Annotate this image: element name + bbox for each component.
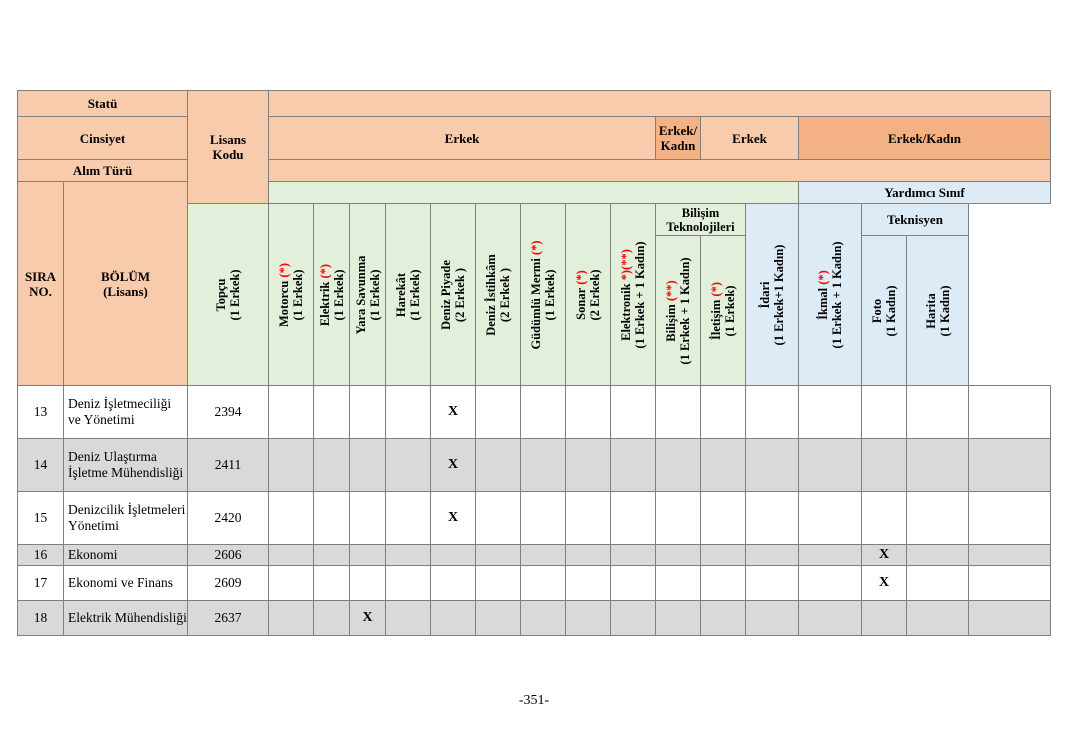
col-sub: (1 Erkek) (723, 284, 737, 337)
col-mark: (*) (574, 269, 588, 285)
mark-cell (386, 492, 431, 545)
col-mark: (**) (664, 279, 678, 301)
mark-cell (701, 601, 746, 636)
col-sub: (1 Erkek) (367, 268, 382, 321)
col-name: Foto (870, 298, 884, 323)
mark-cell (521, 601, 566, 636)
mark-cell (969, 386, 1051, 439)
erkek-group: Erkek (269, 117, 656, 160)
mark-cell (799, 601, 862, 636)
mark-cell (656, 601, 701, 636)
mark-cell (799, 386, 862, 439)
col-sub: (1 Erkek+1 Kadın) (772, 244, 786, 345)
mark-cell (269, 601, 314, 636)
mark-cell (969, 566, 1051, 601)
mark-cell (969, 492, 1051, 545)
col-name: Sonar (574, 287, 588, 320)
mark-cell (386, 545, 431, 566)
col-harekat (386, 204, 431, 386)
mark-cell (746, 439, 799, 492)
col-idari (746, 204, 799, 386)
mark-cell (431, 566, 476, 601)
mark-cell (799, 439, 862, 492)
col-mark: (*) (816, 269, 830, 285)
mark-cell: X (431, 492, 476, 545)
mark-cell (746, 566, 799, 601)
mark-cell (521, 439, 566, 492)
col-sub: (1 Erkek) (228, 268, 242, 321)
col-sub: (2 Erkek ) (498, 267, 512, 322)
bolum-label: BÖLÜM (100, 268, 151, 284)
mark-cell (386, 601, 431, 636)
col-iletisim (701, 236, 746, 386)
mark-cell (566, 439, 611, 492)
mark-cell (656, 386, 701, 439)
mark-cell (566, 492, 611, 545)
col-sub: (1 Erkek) (408, 268, 422, 321)
mark-cell (476, 545, 521, 566)
col-sub: (1 Erkek + 1 Kadın) (633, 240, 647, 349)
col-name: Topçu (214, 278, 228, 311)
table-row (18, 545, 1051, 566)
mark-cell (969, 439, 1051, 492)
mark-cell (611, 545, 656, 566)
col-mark: (*) (709, 281, 723, 297)
lisans-kodu-label: Lisans Kodu (209, 132, 247, 162)
table-row (18, 566, 1051, 601)
erkek-group-2: Erkek (701, 117, 799, 160)
mark-cell (386, 386, 431, 439)
mark-cell (566, 601, 611, 636)
mark-cell (314, 492, 350, 545)
quota-table (17, 90, 1051, 636)
mark-cell (269, 386, 314, 439)
mark-cell (656, 545, 701, 566)
kod-cell: 2394 (188, 386, 269, 439)
col-foto (862, 236, 907, 386)
kod-cell: 2606 (188, 545, 269, 566)
mark-cell (701, 439, 746, 492)
mark-cell (746, 601, 799, 636)
erkek-kadin-narrow-label: Erkek/ Kadın (658, 123, 698, 153)
col-name: Deniz İstihkâm (484, 253, 498, 336)
mark-cell (907, 492, 969, 545)
mark-cell (969, 545, 1051, 566)
col-sub: (1 Erkek) (543, 268, 557, 321)
mark-cell (269, 566, 314, 601)
mark-cell (611, 439, 656, 492)
mark-cell: X (431, 386, 476, 439)
bolum-cell: Elektrik Mühendisliği (64, 601, 188, 636)
mark-cell (746, 545, 799, 566)
cinsiyet-label: Cinsiyet (18, 117, 188, 160)
col-bilisim (656, 236, 701, 386)
mark-cell (566, 545, 611, 566)
bolum-cell: Deniz Ulaştırma İşletme Mühendisliği (64, 439, 188, 492)
col-name: Harita (923, 292, 938, 329)
col-deniz-istihkam (476, 204, 521, 386)
sira-cell: 17 (18, 566, 64, 601)
mark-cell (521, 566, 566, 601)
lisans-kodu-header (188, 91, 269, 204)
mark-cell (521, 492, 566, 545)
kod-cell: 2609 (188, 566, 269, 601)
col-mark: (*) (277, 262, 291, 278)
sira-cell: 15 (18, 492, 64, 545)
sira-cell: 18 (18, 601, 64, 636)
bolum-sub-label: (Lisans) (103, 283, 148, 299)
col-deniz-piyade (431, 204, 476, 386)
mark-cell (701, 492, 746, 545)
mark-cell (521, 386, 566, 439)
mark-cell (476, 492, 521, 545)
col-name: Elektrik (317, 281, 332, 326)
kod-cell: 2637 (188, 601, 269, 636)
col-name: Bilişim (664, 303, 678, 342)
sira-no-label: SIRA NO. (24, 268, 57, 299)
mark-cell (611, 566, 656, 601)
mark-cell (611, 601, 656, 636)
table-row (18, 386, 1051, 439)
col-ikmal (799, 204, 862, 386)
col-name: Motorcu (277, 280, 291, 327)
col-sub: (2 Erkek) (588, 268, 602, 321)
col-sub: (1 Erkek) (291, 268, 305, 321)
col-name: Elektronik (619, 282, 633, 341)
mark-cell (862, 492, 907, 545)
col-sub: (1 Erkek) (331, 268, 346, 321)
page-number: -351- (518, 693, 550, 708)
col-name: Deniz Piyade (439, 259, 453, 330)
mark-cell (314, 545, 350, 566)
mark-cell (656, 492, 701, 545)
col-motorcu (269, 204, 314, 386)
mark-cell (656, 566, 701, 601)
col-sub: (1 Kadın) (937, 284, 952, 337)
sira-cell: 13 (18, 386, 64, 439)
yardimci-sinif-label: Yardımcı Sınıf (799, 182, 1051, 204)
mark-cell (701, 386, 746, 439)
bolum-cell: Denizcilik İşletmeleri Yönetimi (64, 492, 188, 545)
bolum-cell: Ekonomi (64, 545, 188, 566)
col-sub: (2 Erkek ) (453, 267, 467, 322)
mark-cell: X (862, 566, 907, 601)
mark-cell (862, 601, 907, 636)
mark-cell (431, 545, 476, 566)
mark-cell (269, 439, 314, 492)
mark-cell (656, 439, 701, 492)
col-name: Güdümlü Mermi (529, 257, 543, 350)
mark-cell (701, 566, 746, 601)
mark-cell (566, 386, 611, 439)
mark-cell (799, 545, 862, 566)
mark-cell (701, 545, 746, 566)
green-band (269, 182, 799, 204)
table-row (18, 492, 1051, 545)
mark-cell (907, 601, 969, 636)
sira-no-header (18, 182, 64, 386)
kod-cell: 2420 (188, 492, 269, 545)
mark-cell (386, 566, 431, 601)
mark-cell (746, 386, 799, 439)
alim-turu-label: Alım Türü (18, 160, 188, 182)
col-sub: (1 Kadın) (884, 284, 898, 337)
col-sub: (1 Erkek + 1 Kadın) (678, 256, 692, 365)
col-yara-savunma (350, 204, 386, 386)
statu-label: Statü (18, 91, 188, 117)
mark-cell (350, 545, 386, 566)
col-name: İdari (758, 280, 772, 309)
mark-cell (476, 566, 521, 601)
erkek-kadin-wide: Erkek/Kadın (799, 117, 1051, 160)
mark-cell: X (350, 601, 386, 636)
mark-cell (314, 439, 350, 492)
mark-cell (314, 566, 350, 601)
col-elektrik (314, 204, 350, 386)
bolum-cell: Ekonomi ve Finans (64, 566, 188, 601)
table-row (18, 439, 1051, 492)
mark-cell (350, 439, 386, 492)
mark-cell (521, 545, 566, 566)
col-harita (907, 236, 969, 386)
mark-cell (386, 439, 431, 492)
col-name: Yara Savunma (353, 255, 368, 334)
mark-cell (746, 492, 799, 545)
statu-value (269, 91, 1051, 117)
mark-cell (611, 492, 656, 545)
col-name: Harekât (394, 272, 408, 317)
col-elektronik (611, 204, 656, 386)
col-sonar (566, 204, 611, 386)
col-name: İkmal (816, 287, 830, 320)
mark-cell (566, 566, 611, 601)
bolum-cell: Deniz İşletmeciliği ve Yönetimi (64, 386, 188, 439)
mark-cell (969, 601, 1051, 636)
mark-cell (269, 545, 314, 566)
mark-cell (907, 545, 969, 566)
col-mark: *)(**) (619, 248, 633, 280)
mark-cell: X (431, 439, 476, 492)
mark-cell (476, 386, 521, 439)
bilisim-teknolojileri-label (656, 204, 746, 236)
erkek-kadin-narrow (656, 117, 701, 160)
alim-turu-value (269, 160, 1051, 182)
mark-cell (350, 386, 386, 439)
mark-cell (314, 601, 350, 636)
mark-cell (476, 439, 521, 492)
mark-cell (350, 492, 386, 545)
mark-cell (350, 566, 386, 601)
col-sub: (1 Erkek + 1 Kadın) (830, 240, 844, 349)
table-row (18, 601, 1051, 636)
sira-cell: 14 (18, 439, 64, 492)
mark-cell (799, 566, 862, 601)
mark-cell (862, 386, 907, 439)
sira-cell: 16 (18, 545, 64, 566)
bolum-header (64, 182, 188, 386)
mark-cell: X (862, 545, 907, 566)
mark-cell (431, 601, 476, 636)
teknisyen-label: Teknisyen (862, 204, 969, 236)
mark-cell (476, 601, 521, 636)
mark-cell (314, 386, 350, 439)
col-mark: (*) (317, 263, 332, 278)
mark-cell (907, 566, 969, 601)
kod-cell: 2411 (188, 439, 269, 492)
mark-cell (862, 439, 907, 492)
col-topcu (188, 204, 269, 386)
mark-cell (611, 386, 656, 439)
col-name: İletişim (709, 299, 723, 340)
mark-cell (799, 492, 862, 545)
mark-cell (907, 386, 969, 439)
bilisim-teknolojileri-text: Bilişim Teknolojileri (666, 205, 735, 234)
mark-cell (269, 492, 314, 545)
col-mark: (*) (529, 239, 543, 255)
mark-cell (907, 439, 969, 492)
col-gudumlu-mermi (521, 204, 566, 386)
